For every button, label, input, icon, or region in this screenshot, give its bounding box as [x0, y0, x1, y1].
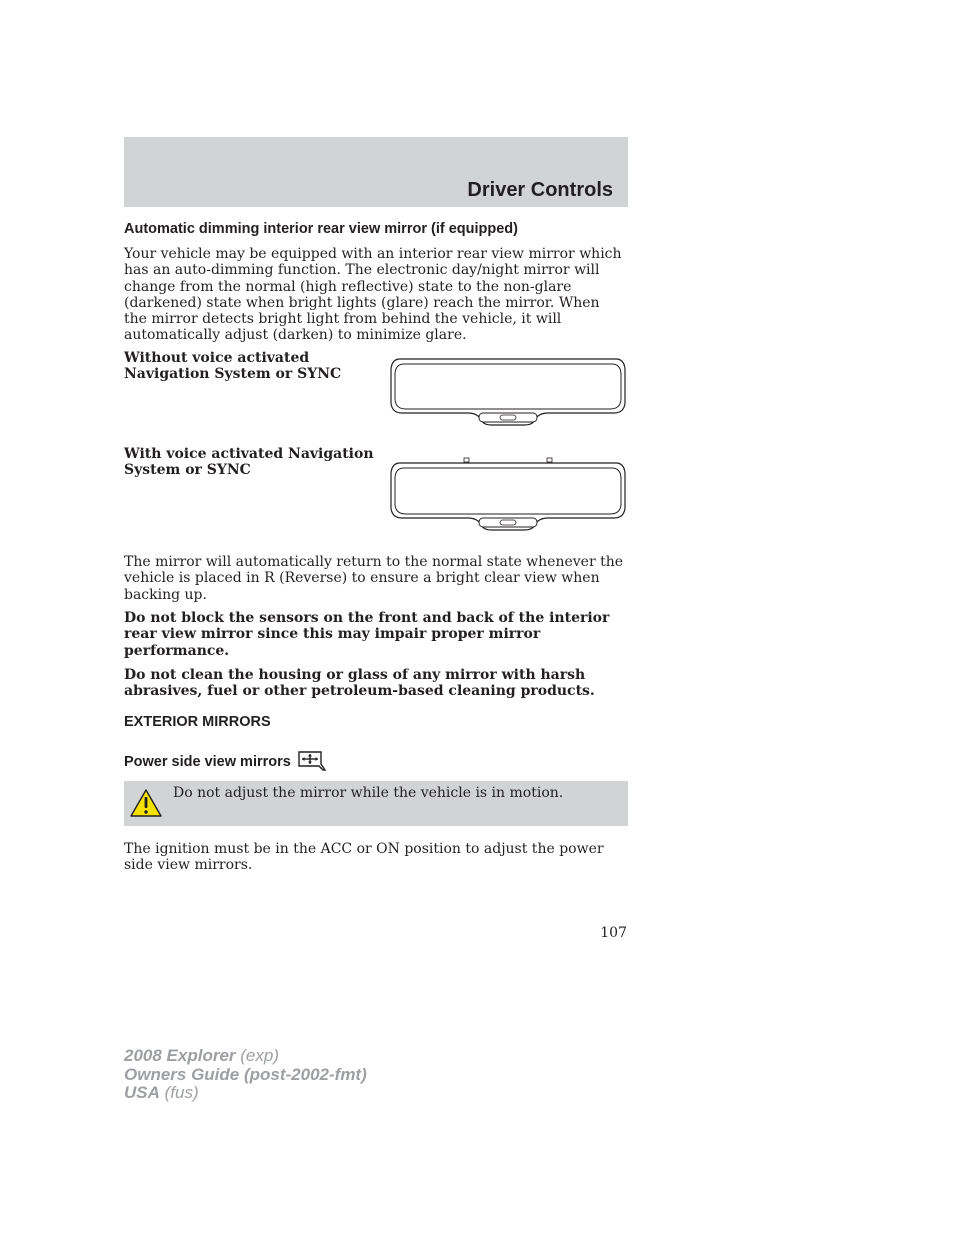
mirror2-label-line1: With voice activated Navigation — [124, 446, 374, 462]
warning-callout-text: Do not adjust the mirror while the vehicle is in motion. — [173, 785, 564, 801]
page-number: 107 — [600, 925, 627, 941]
header-band — [124, 137, 628, 207]
footer-line3 — [124, 1084, 367, 1103]
footer-model-code: (exp) — [240, 1046, 279, 1065]
ignition-paragraph: The ignition must be in the ACC or ON position to adjust the power side view mirrors. — [124, 841, 604, 874]
page-title: Driver Controls — [467, 179, 613, 201]
footer-market-code: (fus) — [164, 1083, 199, 1102]
section-heading-auto-dimming: Automatic dimming interior rear view mirror (if equipped) — [124, 221, 518, 237]
warning-triangle-icon — [129, 788, 163, 818]
mirror-control-icon — [297, 750, 327, 772]
rearview-mirror-illustration — [388, 355, 628, 427]
reverse-paragraph: The mirror will automatically return to the normal state whenever the vehicle is placed in R (Reverse) to ensure a bright clear view when backing up. — [124, 554, 624, 603]
footer-guide: Owners Guide (post-2002-fmt) — [124, 1064, 367, 1084]
document-footer — [124, 1047, 367, 1103]
footer-market: USA — [124, 1083, 160, 1102]
mirror1-label-line2: Navigation System or SYNC — [124, 366, 342, 383]
footer-model: 2008 Explorer — [124, 1046, 236, 1065]
footer-line1 — [124, 1047, 367, 1066]
mirror2-label-line2: System or SYNC — [124, 462, 251, 479]
warning-callout — [124, 781, 628, 826]
subheading-power-mirrors-label: Power side view mirrors — [124, 754, 291, 770]
mirror1-label — [124, 350, 341, 383]
mirror1-label-line1: Without voice activated — [124, 350, 310, 366]
footer-line2 — [124, 1066, 367, 1085]
intro-paragraph: Your vehicle may be equipped with an interior rear view mirror which has an auto-dimming function. The electronic day/night mirror will change from the normal (high reflective) state to the non-glare (darkened) state when bright lights (glare) reach the mirror. When the mirror detects bright light from behind the vehicle, it will automatically adjust (darken) to minimize glare. — [124, 246, 622, 344]
cleaning-warning-text: Do not clean the housing or glass of any mirror with harsh abrasives, fuel or other petroleum-based cleaning products. — [124, 667, 595, 700]
rearview-mirror-with-mics-illustration — [388, 455, 628, 533]
sensor-warning-text: Do not block the sensors on the front and back of the interior rear view mirror since this may impair proper mirror performance. — [124, 610, 610, 659]
subheading-power-mirrors — [124, 750, 327, 770]
section-heading-exterior-mirrors: EXTERIOR MIRRORS — [124, 714, 271, 730]
mirror2-label — [124, 446, 374, 479]
